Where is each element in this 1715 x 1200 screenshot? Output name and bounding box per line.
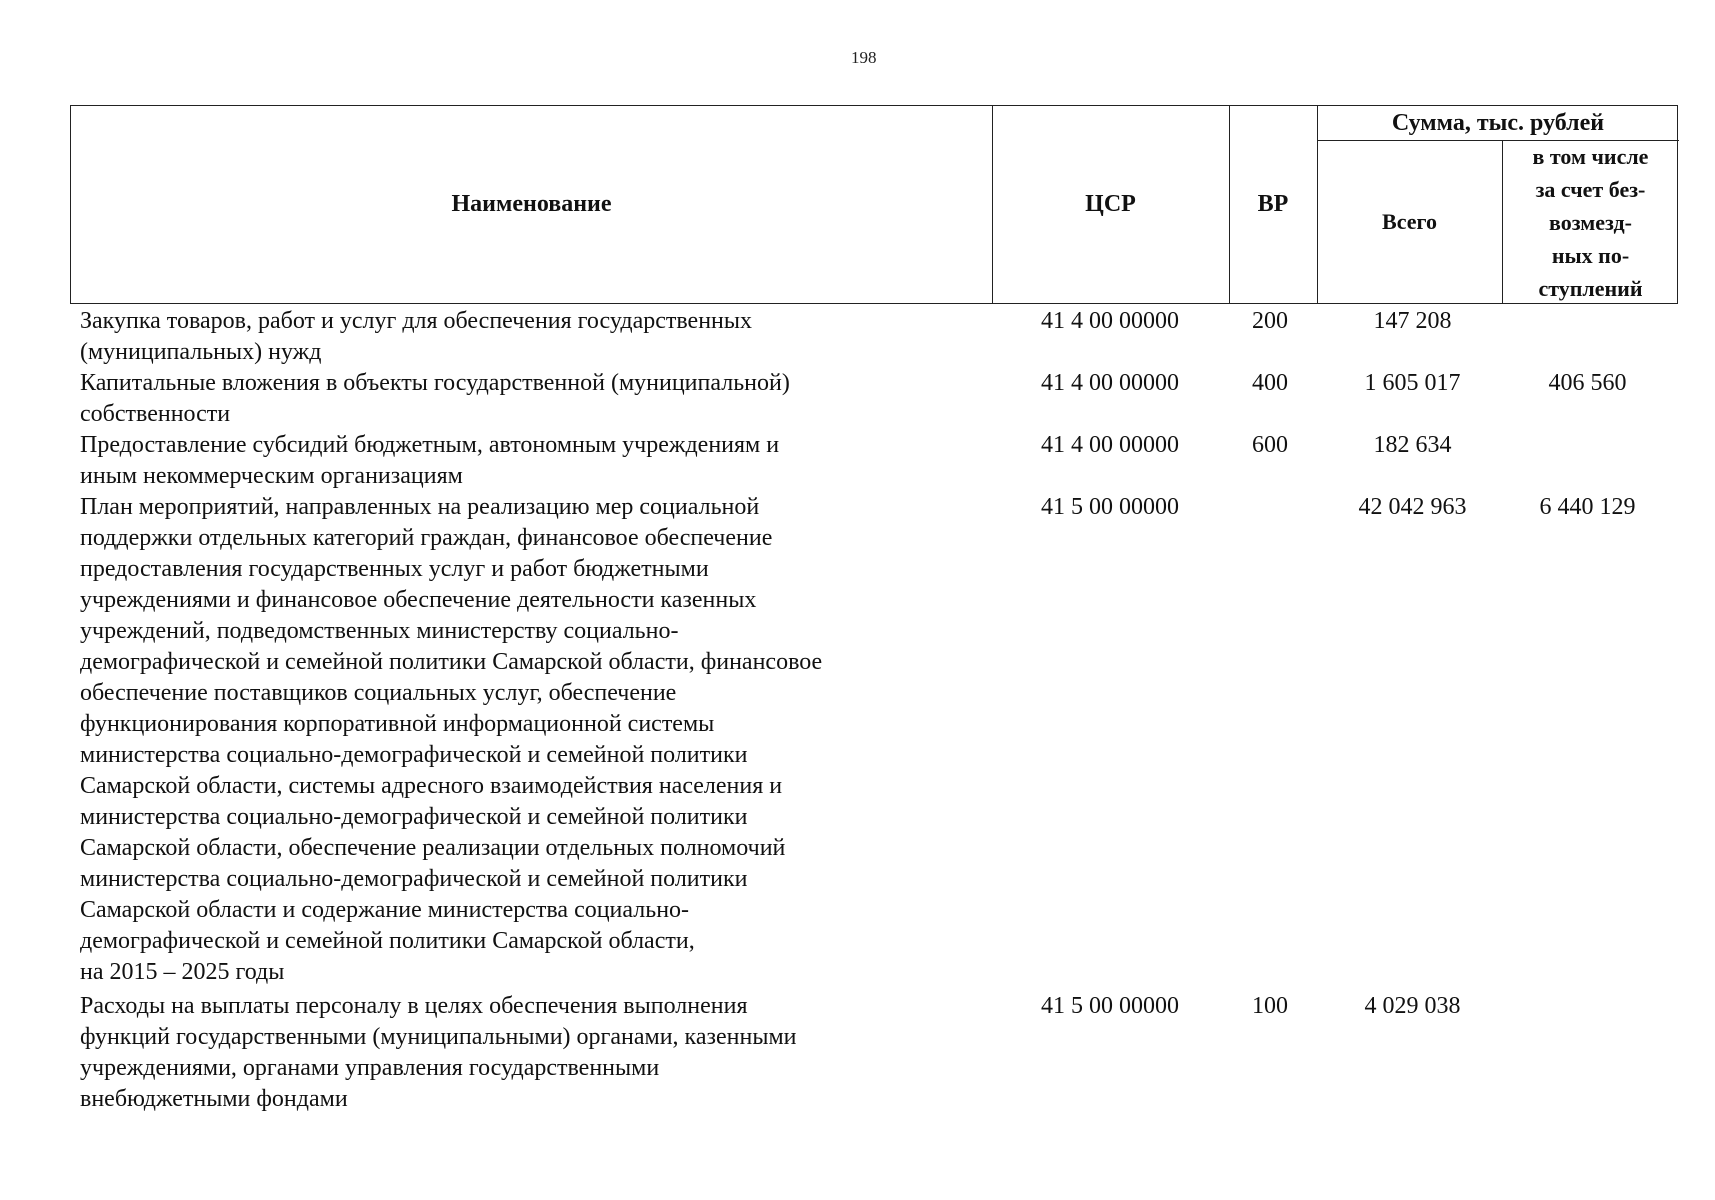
header-including-line: ступлений: [1538, 276, 1643, 301]
row-csr: 41 4 00 00000: [1041, 308, 1179, 334]
row-total: 147 208: [1373, 308, 1452, 334]
row-name-line: обеспечение поставщиков социальных услуг, обеспечение: [80, 680, 677, 706]
row-name-line: учреждениями, органами управления государственными: [80, 1055, 660, 1081]
row-name-line: учреждений, подведомственных министерству социально-: [80, 618, 679, 644]
header-csr: ЦСР: [1085, 191, 1136, 217]
row-name-line: Самарской области, обеспечение реализации отдельных полномочий: [80, 835, 786, 861]
row-name-line: Предоставление субсидий бюджетным, автономным учреждениям и: [80, 432, 780, 458]
table-header: [70, 105, 1678, 304]
row-name-line: демографической и семейной политики Самарской области, финансовое: [80, 649, 823, 675]
header-total: Всего: [1382, 208, 1437, 234]
header-name: Наименование: [451, 191, 612, 217]
row-name-line: демографической и семейной политики Самарской области,: [80, 928, 695, 954]
row-name-line: собственности: [80, 401, 231, 427]
row-name: [80, 492, 980, 988]
row-total: 182 634: [1373, 432, 1452, 458]
page-number: 198: [851, 48, 877, 67]
row-name-line: иным некоммерческим организациям: [80, 463, 463, 489]
row-name-line: Расходы на выплаты персоналу в целях обеспечения выполнения: [80, 993, 748, 1019]
row-vr: 100: [1252, 993, 1288, 1019]
row-name-line: министерства социально-демографической и семейной политики: [80, 866, 748, 892]
row-name-line: (муниципальных) нужд: [80, 339, 322, 365]
row-including: 406 560: [1548, 370, 1627, 396]
row-name: [80, 991, 980, 1115]
row-name-line: предоставления государственных услуг и работ бюджетными: [80, 556, 709, 582]
row-vr: 600: [1252, 432, 1288, 458]
row-name-line: Закупка товаров, работ и услуг для обеспечения государственных: [80, 308, 753, 334]
row-name-line: функционирования корпоративной информационной системы: [80, 711, 715, 737]
row-csr: 41 5 00 00000: [1041, 993, 1179, 1019]
row-name-line: на 2015 – 2025 годы: [80, 959, 285, 985]
row-name: [80, 430, 980, 492]
header-including-line: в том числе: [1532, 144, 1649, 169]
row-name-line: внебюджетными фондами: [80, 1086, 348, 1112]
header-including: [1502, 142, 1679, 303]
row-csr: 41 5 00 00000: [1041, 494, 1179, 520]
header-including-line: ных по-: [1551, 243, 1630, 268]
row-name: [80, 306, 980, 368]
row-csr: 41 4 00 00000: [1041, 432, 1179, 458]
row-name-line: План мероприятий, направленных на реализацию мер социальной: [80, 494, 760, 520]
row-name-line: министерства социально-демографической и семейной политики: [80, 804, 748, 830]
row-total: 42 042 963: [1358, 494, 1467, 520]
row-name-line: функций государственными (муниципальными) органами, казенными: [80, 1024, 797, 1050]
row-name-line: учреждениями и финансовое обеспечение деятельности казенных: [80, 587, 757, 613]
row-name-line: Самарской области, системы адресного взаимодействия населения и: [80, 773, 783, 799]
row-csr: 41 4 00 00000: [1041, 370, 1179, 396]
row-name-line: министерства социально-демографической и семейной политики: [80, 742, 748, 768]
row-vr: 200: [1252, 308, 1288, 334]
row-including: 6 440 129: [1539, 494, 1636, 520]
header-including-line: возмезд-: [1549, 210, 1632, 235]
row-name-line: Самарской области и содержание министерства социально-: [80, 897, 690, 923]
row-name-line: Капитальные вложения в объекты государственной (муниципальной): [80, 370, 790, 396]
row-vr: 400: [1252, 370, 1288, 396]
row-name: [80, 368, 980, 430]
row-name-line: поддержки отдельных категорий граждан, финансовое обеспечение: [80, 525, 773, 551]
header-including-line: за счет без-: [1535, 177, 1646, 202]
header-vr: ВР: [1257, 191, 1289, 217]
row-total: 1 605 017: [1364, 370, 1461, 396]
row-total: 4 029 038: [1364, 993, 1461, 1019]
header-sum: Сумма, тыс. рублей: [1391, 109, 1605, 136]
